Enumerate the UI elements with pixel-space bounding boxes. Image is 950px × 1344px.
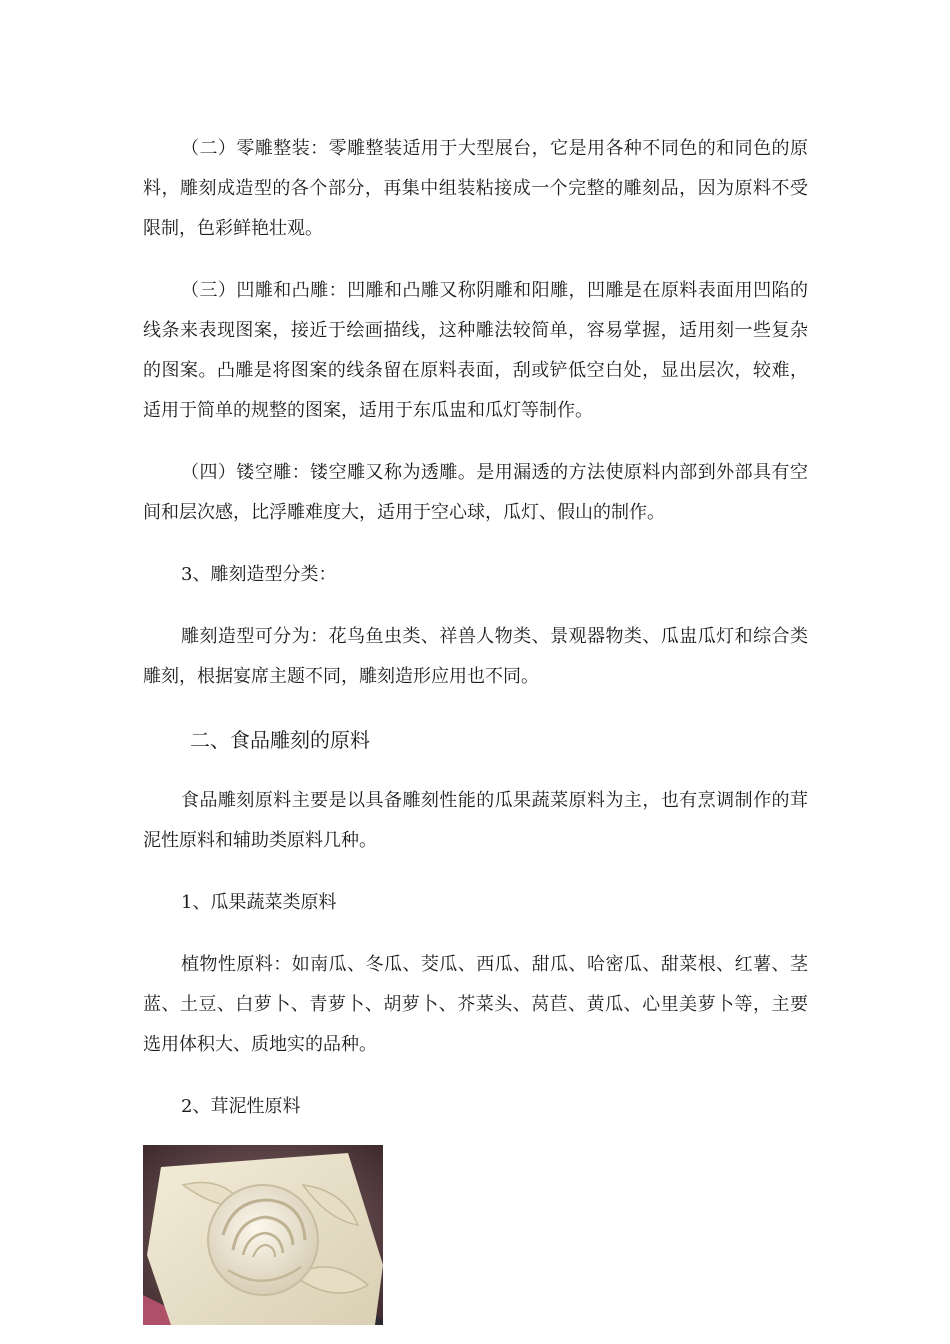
subheading-vegetable-materials: 1、瓜果蔬菜类原料 — [181, 892, 337, 913]
section-heading-materials: 二、食品雕刻的原料 — [190, 728, 370, 752]
paragraph-materials-intro: 食品雕刻原料主要是以具备雕刻性能的瓜果蔬菜原料为主，也有烹调制作的茸泥性原料和辅助类原料几种。 — [143, 790, 808, 851]
paragraph-carving-classification: 雕刻造型可分为：花鸟鱼虫类、祥兽人物类、景观器物类、瓜盅瓜灯和综合类雕刻，根据宴席主题不同，雕刻造形应用也不同。 — [143, 626, 808, 687]
paragraph-openwork-carving: （四）镂空雕：镂空雕又称为透雕。是用漏透的方法使原料内部到外部具有空间和层次感，比浮雕难度大，适用于空心球，瓜灯、假山的制作。 — [143, 462, 808, 523]
paragraph-zero-carving: （二）零雕整装：零雕整装适用于大型展台，它是用各种不同色的和同色的原料，雕刻成造型的各个部分，再集中组装粘接成一个完整的雕刻品，因为原料不受限制，色彩鲜艳壮观。 — [143, 138, 808, 239]
tofu-rose-carving-photo — [143, 1145, 383, 1325]
subheading-carving-classification: 3、雕刻造型分类： — [181, 564, 337, 585]
paragraph-relief-carving: （三）凹雕和凸雕：凹雕和凸雕又称阴雕和阳雕，凹雕是在原料表面用凹陷的线条来表现图案，接近于绘画描线，这种雕法较简单，容易掌握，适用刻一些复杂的图案。凸雕是将图案的线条留在原料表面，刮或铲低空白处，显出层次，较难，适用于简单的规整的图案，适用于东瓜盅和瓜灯等制作。 — [143, 280, 808, 421]
subheading-puree-materials: 2、茸泥性原料 — [181, 1096, 301, 1117]
paragraph-vegetable-materials: 植物性原料：如南瓜、冬瓜、茭瓜、西瓜、甜瓜、哈密瓜、甜菜根、红薯、茎蓝、土豆、白萝卜、青萝卜、胡萝卜、芥菜头、莴苣、黄瓜、心里美萝卜等，主要选用体积大、质地实的品种。 — [143, 954, 808, 1055]
